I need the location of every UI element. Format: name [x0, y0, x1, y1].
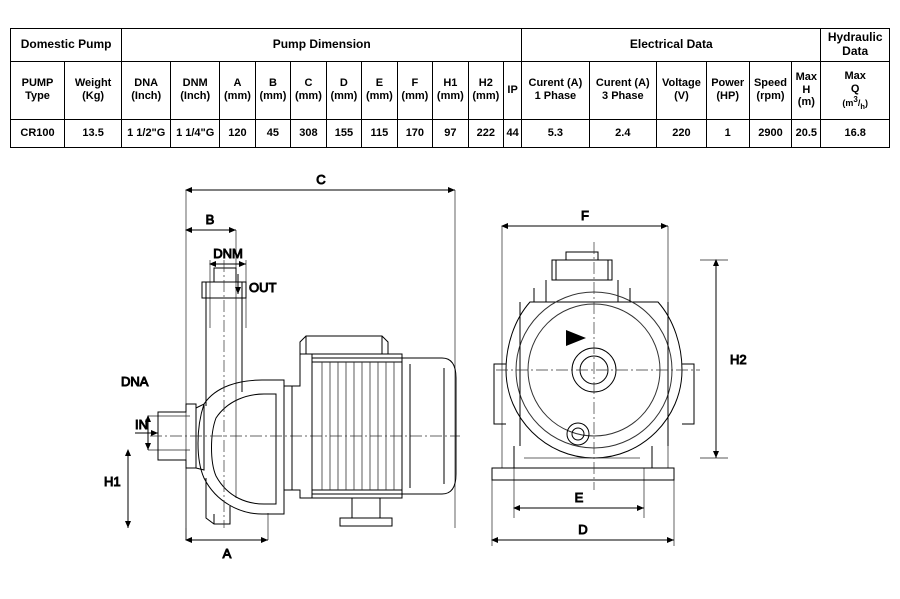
cell-power: 1	[706, 119, 749, 147]
cell-dna: 1 1/2"G	[122, 119, 171, 147]
dim-label-in: IN	[135, 417, 148, 432]
col-dnm: DNM (Inch)	[171, 61, 220, 119]
col-pump-type: PUMP Type	[11, 61, 65, 119]
cell-max-h: 20.5	[792, 119, 821, 147]
col-current-3phase: Curent (A) 3 Phase	[589, 61, 656, 119]
col-e: E (mm)	[362, 61, 397, 119]
col-d: D (mm)	[326, 61, 361, 119]
group-header-hydraulic-line1: Hydraulic	[827, 30, 883, 44]
cell-a: 120	[220, 119, 255, 147]
col-max-q: Max Q $(m^3/_h)$	[821, 61, 890, 119]
table-group-header-row	[11, 29, 890, 62]
col-ip: IP	[504, 61, 522, 119]
group-header-electrical-data: Electrical Data	[522, 29, 821, 62]
group-header-domestic-pump: Domestic Pump	[11, 29, 122, 62]
col-c: C (mm)	[291, 61, 326, 119]
col-dna: DNA (Inch)	[122, 61, 171, 119]
dim-label-c: C	[316, 172, 326, 187]
cell-weight: 13.5	[65, 119, 122, 147]
pump-technical-drawing	[0, 168, 900, 599]
col-max-h: Max H (m)	[792, 61, 821, 119]
cell-f: 170	[397, 119, 432, 147]
col-current-1phase: Curent (A) 1 Phase	[522, 61, 589, 119]
pump-spec-table	[10, 28, 890, 148]
dim-label-out: OUT	[249, 280, 277, 295]
col-speed: Speed (rpm)	[749, 61, 792, 119]
cell-speed: 2900	[749, 119, 792, 147]
dim-label-b: B	[205, 212, 215, 227]
table-row	[11, 119, 890, 147]
cell-c: 308	[291, 119, 326, 147]
dim-label-e: E	[574, 490, 584, 505]
cell-current-1phase: 5.3	[522, 119, 589, 147]
cell-voltage: 220	[657, 119, 707, 147]
dim-label-d: D	[578, 522, 588, 537]
group-header-hydraulic-line2: Data	[842, 43, 869, 58]
group-header-hydraulic-data	[821, 29, 890, 62]
col-voltage: Voltage (V)	[657, 61, 707, 119]
cell-e: 115	[362, 119, 397, 147]
group-header-pump-dimension: Pump Dimension	[122, 29, 522, 62]
dim-label-a: A	[222, 546, 232, 561]
col-weight: Weight (Kg)	[65, 61, 122, 119]
col-h1: H1 (mm)	[433, 61, 468, 119]
col-b: B (mm)	[255, 61, 290, 119]
cell-b: 45	[255, 119, 290, 147]
col-h2: H2 (mm)	[468, 61, 503, 119]
cell-max-q: 16.8	[821, 119, 890, 147]
cell-current-3phase: 2.4	[589, 119, 656, 147]
col-power: Power (HP)	[706, 61, 749, 119]
col-f: F (mm)	[397, 61, 432, 119]
dim-label-h2: H2	[730, 352, 747, 367]
cell-ip: 44	[504, 119, 522, 147]
dim-label-dna: DNA	[121, 374, 149, 389]
cell-h1: 97	[433, 119, 468, 147]
dim-label-f: F	[581, 208, 589, 223]
cell-d: 155	[326, 119, 361, 147]
dim-label-dnm: DNM	[213, 246, 243, 261]
cell-h2: 222	[468, 119, 503, 147]
cell-pump-type: CR100	[11, 119, 65, 147]
dim-label-h1: H1	[104, 474, 121, 489]
col-a: A (mm)	[220, 61, 255, 119]
table-column-header-row	[11, 61, 890, 119]
cell-dnm: 1 1/4"G	[171, 119, 220, 147]
